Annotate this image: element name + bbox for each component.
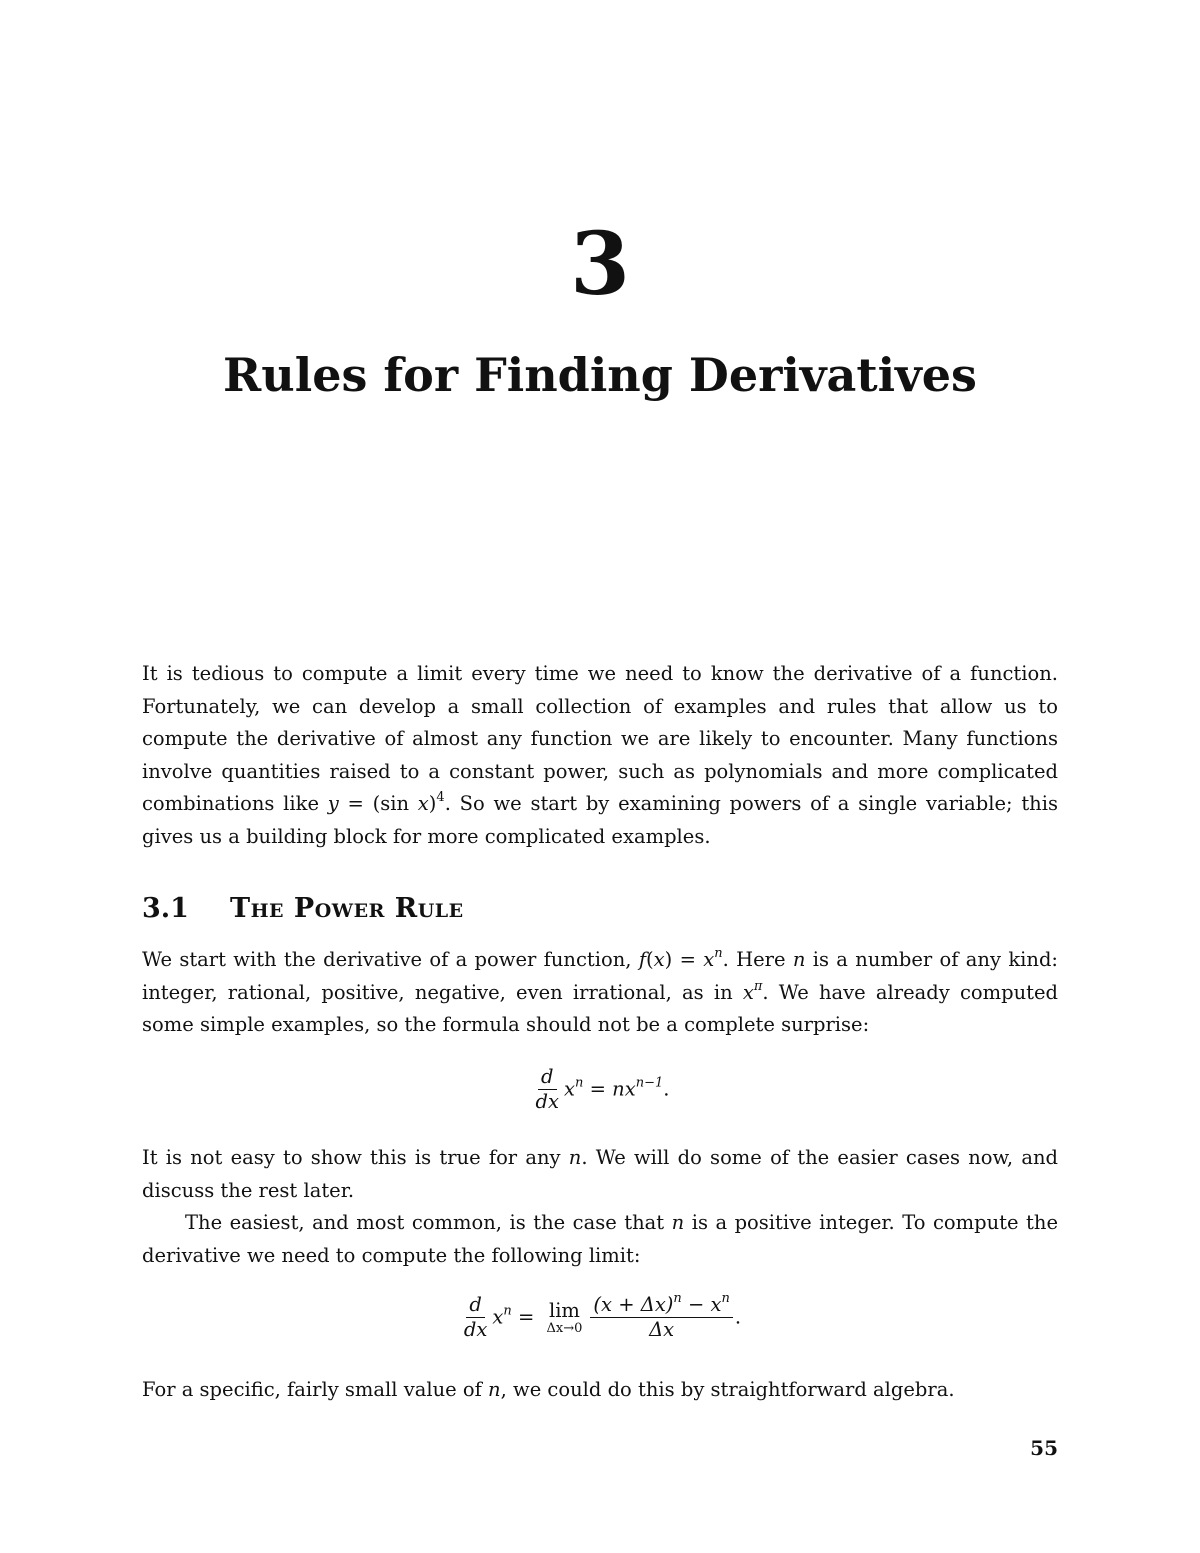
page-number: 55 <box>1030 1436 1058 1460</box>
text: ( <box>646 948 654 971</box>
math: x <box>703 948 715 971</box>
text: . We will do some of the easier cases now, and discuss the rest later. <box>142 1146 1058 1202</box>
punctuation: . <box>663 1077 670 1101</box>
math: x <box>564 1077 576 1101</box>
text: . We have already computed some simple examples, so the formula should not be a complete surprise: <box>142 980 1058 1037</box>
text: . Here <box>722 948 793 971</box>
fraction <box>461 1294 490 1342</box>
superscript: 4 <box>436 790 445 806</box>
paragraph-power-function <box>142 944 1058 1042</box>
superscript: n <box>721 1291 730 1306</box>
text: It is tedious to compute a limit every time we need to know the derivative of a function. Fortunately, we can develop a small collection of examples and rules that allow us to compute the derivative of almost any function we are likely to encounter. Many functions involve quantities raised to a constant power, such as polynomials and more complicated combinations like <box>142 662 1058 816</box>
text: We start with the derivative of a power function, <box>142 948 639 971</box>
fraction <box>590 1291 733 1342</box>
text: The easiest, and most common, is the case that <box>185 1211 672 1235</box>
text: is a positive integer. To compute the derivative we need to compute the following limit: <box>142 1211 1058 1267</box>
chapter-title: Rules for Finding Derivatives <box>223 348 977 402</box>
fraction-denominator: dx <box>535 1090 560 1114</box>
math: x <box>417 792 429 816</box>
paragraph-algebra <box>142 1374 1058 1407</box>
section-number: 3.1 <box>142 893 189 924</box>
superscript: n <box>673 1291 682 1306</box>
lim-label: lim <box>548 1299 580 1323</box>
superscript: π <box>753 978 763 994</box>
chapter-number: 3 <box>570 214 630 315</box>
section-heading <box>142 893 464 924</box>
fraction-numerator: d <box>538 1066 556 1090</box>
text: , we could do this by straightforward algebra. <box>500 1378 955 1401</box>
math: n <box>568 1146 582 1169</box>
equation-power-rule <box>0 1066 1200 1114</box>
fraction-denominator: Δx <box>649 1318 675 1342</box>
math: − x <box>681 1293 722 1316</box>
math: x <box>492 1305 504 1329</box>
superscript: n <box>714 946 723 961</box>
lim-subscript: Δx→0 <box>546 1321 583 1337</box>
math: n <box>671 1211 685 1235</box>
text: . So we start by examining powers of a single variable; this gives us a building block for more complicated examples. <box>142 792 1058 848</box>
math: f <box>638 948 647 971</box>
math: n <box>792 948 806 971</box>
text: ) <box>428 792 437 816</box>
fraction-numerator <box>590 1291 733 1318</box>
equals: = <box>583 1077 613 1101</box>
intro-paragraph <box>142 658 1058 854</box>
text: = (sin <box>338 792 418 816</box>
math: y <box>327 792 339 816</box>
text: ) = <box>664 948 704 971</box>
text: It is not easy to show this is true for any <box>142 1146 569 1169</box>
superscript: n−1 <box>635 1075 664 1091</box>
math: n <box>488 1378 501 1401</box>
fraction-denominator: dx <box>463 1318 488 1342</box>
superscript: n <box>503 1303 512 1319</box>
section-title: The Power Rule <box>230 893 464 924</box>
fraction-numerator: d <box>466 1294 484 1318</box>
fraction <box>533 1066 562 1114</box>
punctuation: . <box>734 1305 742 1329</box>
text: is a number of any kind: integer, rational, positive, negative, even irrational, as in <box>142 948 1058 1004</box>
text: For a specific, fairly small value of <box>142 1378 489 1401</box>
superscript: n <box>575 1075 584 1091</box>
math: nx <box>612 1077 636 1101</box>
equals: = <box>511 1305 541 1329</box>
limit-operator <box>547 1299 583 1336</box>
paragraph-easy-cases <box>142 1142 1058 1272</box>
math: x <box>742 980 754 1004</box>
math: (x + Δx) <box>593 1293 674 1316</box>
math: x <box>653 948 665 971</box>
equation-limit-definition <box>0 1291 1200 1342</box>
